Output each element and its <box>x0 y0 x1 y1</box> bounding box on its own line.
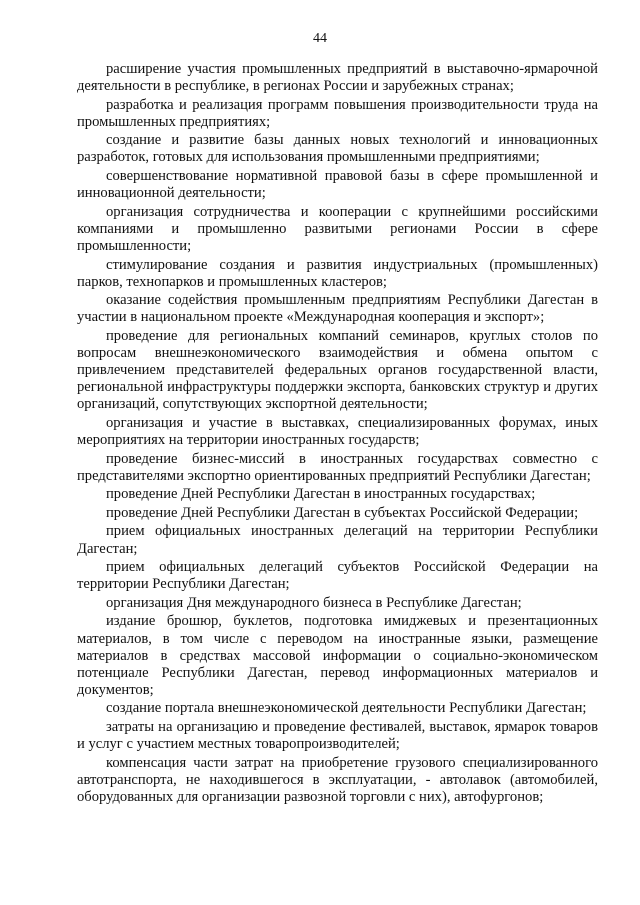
list-item-paragraph: организация и участие в выставках, специализированных форумах, иных мероприятиях на территории иностранных государств; <box>77 414 598 448</box>
list-item-paragraph: создание и развитие базы данных новых технологий и инновационных разработок, готовых для использования промышленными предприятиями; <box>77 132 598 166</box>
list-item-paragraph: прием официальных иностранных делегаций на территории Республики Дагестан; <box>77 523 598 557</box>
list-item-paragraph: проведение для региональных компаний семинаров, круглых столов по вопросам внешнеэкономического взаимодействия и обмена опытом с привлечением представителей федеральных органов государственной власти, региональной инфраструктуры поддержки экспорта, банковских структур и других организаций, сопутствующих экспортной деятельности; <box>77 327 598 413</box>
list-item-paragraph: разработка и реализация программ повышения производительности труда на промышленных предприятиях; <box>77 96 598 130</box>
list-item-paragraph: проведение Дней Республики Дагестан в субъектах Российской Федерации; <box>106 504 579 521</box>
list-item-paragraph: издание брошюр, буклетов, подготовка имиджевых и презентационных материалов, в том числе с переводом на иностранные языки, размещение материалов в средствах массовой информации о социально-экономическом потенциале Республики Дагестан, перевод информационных материалов и документов; <box>77 613 598 698</box>
list-item-paragraph: создание портала внешнеэкономической деятельности Республики Дагестан; <box>106 700 587 717</box>
list-item-paragraph: расширение участия промышленных предприятий в выставочно-ярмарочной деятельности в республике, в регионах России и зарубежных странах; <box>77 61 598 95</box>
list-item-paragraph: совершенствование нормативной правовой базы в сфере промышленной и инновационной деятельности; <box>77 168 598 202</box>
list-item-paragraph: оказание содействия промышленным предприятиям Республики Дагестан в участии в национальном проекте «Международная кооперация и экспорт»; <box>77 292 598 326</box>
page-number: 44 <box>313 31 327 46</box>
list-item-paragraph: проведение бизнес-миссий в иностранных государствах совместно с представителями экспортно ориентированных предприятий Республики Дагестан; <box>77 450 598 484</box>
list-item-paragraph: организация Дня международного бизнеса в Республике Дагестан; <box>106 594 522 611</box>
list-item-paragraph: прием официальных делегаций субъектов Российской Федерации на территории Республики Дагестан; <box>77 559 598 593</box>
list-item-paragraph: затраты на организацию и проведение фестивалей, выставок, ярмарок товаров и услуг с участием местных товаропроизводителей; <box>77 718 598 753</box>
document-body <box>77 61 598 807</box>
list-item-paragraph: стимулирование создания и развития индустриальных (промышленных) парков, технопарков и промышленных кластеров; <box>77 256 598 290</box>
list-item-paragraph: компенсация части затрат на приобретение грузового специализированного автотранспорта, не находившегося в эксплуатации, - автолавок (автомобилей, оборудованных для организации развозной торговли с них), автофургонов; <box>77 754 598 805</box>
list-item-paragraph: организация сотрудничества и кооперации с крупнейшими российскими компаниями и промышленно развитыми регионами России в сфере промышленности; <box>77 203 598 254</box>
list-item-paragraph: проведение Дней Республики Дагестан в иностранных государствах; <box>106 486 536 503</box>
